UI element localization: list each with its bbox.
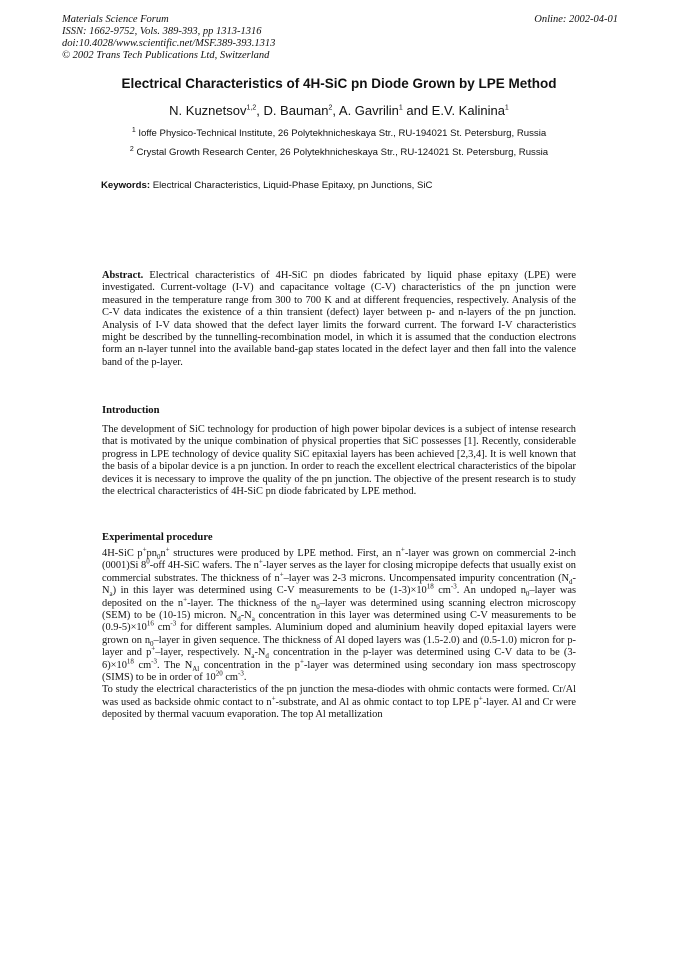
affil-sup: 1 [131, 126, 136, 134]
keywords-text: Electrical Characteristics, Liquid-Phase Epitaxy, pn Junctions, SiC [150, 180, 433, 191]
experimental-text [102, 545, 577, 722]
experimental-heading: Experimental procedure [102, 532, 213, 543]
affil-sup: 2 [328, 104, 333, 112]
paper-title: Electrical Characteristics of 4H-SiC pn Diode Grown by LPE Method [121, 76, 557, 91]
abstract [102, 270, 576, 369]
affil-sup: 1 [504, 104, 509, 112]
abstract-text: Electrical characteristics of 4H-SiC pn diodes fabricated by liquid phase epitaxy (LPE) were investigated. Current-voltage (I-V) and capacitance voltage (C-V) characteristics of the pn junction were measured in the temperature range from 300 to 700 K and at different frequencies, respectively. Analysis of the C-V data indicates the existence of a thin transient (defect) layer between p- and n-layers of the pn junction. Analysis of I-V data showed that the defect layer limits the forward current. The forward I-V characteristics might be described by the tunnelling-recombination model, in which it is assumed that the conduction electrons form an n-layer tunnel into the available band-gap states located in the defect layer and then fall into the valence band of the p-layer. [102, 270, 576, 368]
affiliation-1 [40, 128, 638, 139]
keywords-label: Keywords: [101, 180, 151, 191]
author-name: N. Kuznetsov [169, 103, 247, 118]
author-list [40, 103, 638, 118]
affiliation-2 [40, 147, 638, 158]
experimental-paragraph-1: 4H-SiC $p^+pn_0n^+$ structures were produced by LPE method. First, an n+-layer was grown on commercial 2-inch (0001)Si $8^0$-off 4H-SiC wafers. The n+-layer serves as the layer for closing micropipe defects that usually exist on commercial substrates. The thickness of n+–layer was 2-3 microns. Uncompensated impurity concentration $(N_d-N_a)$ in this layer was determined using C-V measurements to be $(1-3)\times 10^{18}$ $cm^{-3}$. An undoped $n_0$–layer was deposited on the n+-layer. The thickness of the $n_0$–layer was determined using scanning electron microscopy (SEM) to be (10-15) micron. $N_d-N_a$ concentration in this layer was determined using C-V measurements to be $(0.9-5)\times 10^{16}$ $cm^{-3}$ for different samples. Aluminium doped and aluminium heavily doped epitaxial layers were grown on $n_0$–layer in given sequence. The thickness of Al doped layers was (1.5-2.0) and (0.5-1.0) micron for p-layer and p+–layer, respectively. $N_a-N_d$ concentration in the p-layer was determined using C-V data to be $(3-6)\times 10^{18}$ $cm^{-3}$. The $N_{Al}$ concentration in the p+-layer was determined using secondary ion mass spectroscopy (SIMS) to be in order of $10^{20}$ $cm^{-3}$. [102, 545, 577, 684]
journal-name: Materials Science Forum [62, 14, 169, 25]
abstract-label: Abstract. [102, 270, 144, 281]
introduction-text: The development of SiC technology for production of high power bipolar devices is a subject of intense research that is motivated by the unique combination of physical properties that SiC possesses [1]. Recently, considerable progress in LPE technology of device quality SiC epitaxial layers has been achieved [2,3,4]. It is well known that the basis of a bipolar device is a pn junction. In order to reach the excellent electrical characteristics of the bipolar devices it is necessary to improve the quality of the pn junction. The objective of the present research is to study the electrical characteristics of 4H-SiC pn diode fabricated by LPE method. [102, 424, 576, 498]
experimental-paragraph-2: To study the electrical characteristics of the pn junction the mesa-diodes with ohmic contacts were formed. Cr/Al was used as backside ohmic contact to n+-substrate, and Al as ohmic contact to top LPE p+-layer. Al and Cr were deposited by thermal vacuum evaporation. The top Al metallization [102, 684, 576, 721]
author-name: and E.V. Kalinina [402, 103, 505, 118]
affil-sup: 1 [398, 104, 403, 112]
keywords [101, 180, 432, 191]
author-name: , A. Gavrilin [332, 103, 399, 118]
affiliation-text: Ioffe Physico-Technical Institute, 26 Polytekhnicheskaya Str., RU-194021 St. Petersburg, Russia [138, 128, 547, 139]
affil-sup: 1,2 [246, 104, 257, 112]
journal-header [62, 14, 618, 62]
copyright-line: © 2002 Trans Tech Publications Ltd, Switzerland [62, 50, 270, 61]
affil-sup: 2 [129, 145, 134, 153]
introduction-heading: Introduction [102, 405, 160, 416]
issn-line: ISSN: 1662-9752, Vols. 389-393, pp 1313-1316 [62, 26, 262, 37]
online-date: Online: 2002-04-01 [534, 14, 618, 25]
doi-line[interactable]: doi:10.4028/www.scientific.net/MSF.389-393.1313 [62, 38, 276, 49]
author-name: , D. Bauman [256, 103, 329, 118]
affiliation-text: Crystal Growth Research Center, 26 Polytekhnicheskaya Str., RU-124021 St. Petersburg, Russia [136, 147, 549, 158]
